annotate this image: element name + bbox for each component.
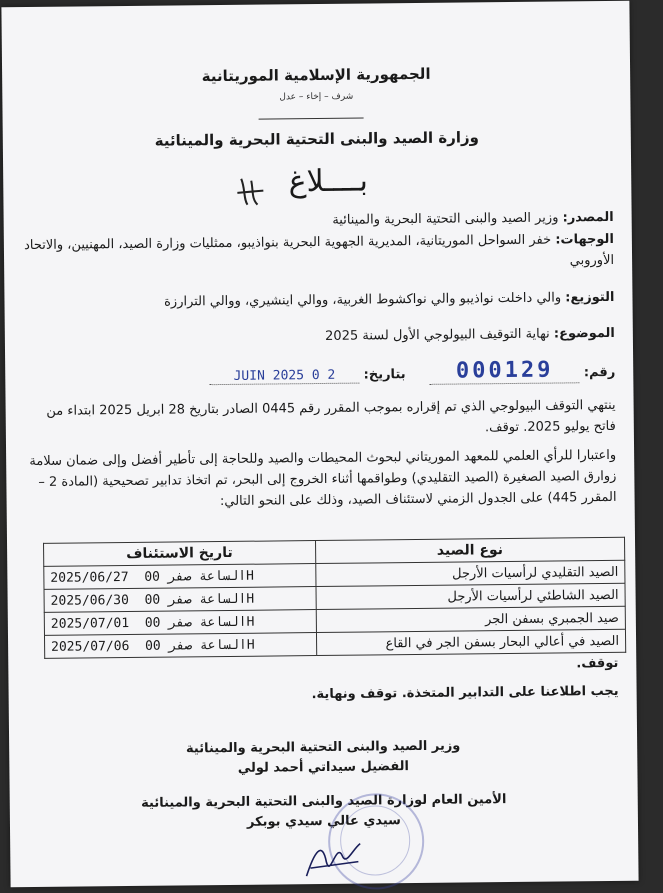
handwritten-mark-icon [233, 174, 273, 208]
reference-row [23, 357, 615, 397]
source-label: المصدر: [562, 209, 614, 226]
fishing-type-cell: صيد الجمبري بسفن الجر [316, 606, 626, 632]
secretary-general-name: سيدي عالي سيدي بوبكر [246, 813, 402, 830]
after-table-stop: توقف. [576, 655, 619, 672]
reference-number-field [430, 357, 580, 385]
subject-value: نهاية التوقيف البيولوجي الأول لسنة 2025 [325, 326, 550, 344]
subject-line [23, 323, 615, 350]
header-resumption-date: تاريخ الاستئناف [44, 541, 316, 567]
resumption-schedule-table [43, 537, 626, 659]
resumption-date-cell: 2025/06/27 الساعة صفر 00H [44, 564, 316, 590]
resumption-date-cell: 2025/07/01 الساعة صفر 00H [44, 610, 316, 636]
signature-scribble-icon [300, 831, 371, 882]
recipients-label: الوجهات: [555, 231, 614, 248]
reference-number-label: رقم: [583, 364, 616, 381]
document-page [1, 1, 638, 888]
body-paragraph-2: واعتبارا للرأي العلمي للمعهد الموريتاني لبحوث المحيطات والصيد وللحاجة إلى تأطير أفضل وإلى ضمان سلامة زوارق الصيد الصغيرة (الصيد التقليدي) وطواقمها أثناء الخروج إلى البحر، تم اتخاذ تدابير تصحيحية (المادة 2 – المقرر 445) على الجدول الزمني لاستئناف الصيد، وذلك على النحو التالي: [29, 447, 617, 510]
closing-line: يجب اطلاعنا على التدابير المتخذة. توقف ونهاية. [311, 683, 619, 703]
republic-name: الجمهورية الإسلامية الموريتانية [201, 64, 431, 86]
reference-date-label: بتاريخ: [363, 367, 406, 383]
fishing-type-cell: الصيد التقليدي لرأسيات الأرجل [315, 560, 625, 586]
reference-number: 000129 [455, 357, 554, 384]
reference-date: 2 0 JUIN 2025 [233, 367, 336, 384]
minister-title: وزير الصيد والبنى التحتية البحرية والمينائية [185, 738, 461, 757]
resumption-date-cell: 2025/06/30 الساعة صفر 00H [44, 587, 316, 613]
secretary-general-title: الأمين العام لوزارة الصيد والبنى التحتية البحرية والمينائية [141, 792, 507, 811]
national-motto: شرف – إخاء – عدل [279, 91, 354, 103]
fishing-type-cell: الصيد الشاطئي لرأسيات الأرجل [316, 583, 626, 609]
ministry-name: وزارة الصيد والبنى التحتية البحرية والمينائية [154, 128, 480, 150]
body-paragraph-1: ينتهي التوقف البيولوجي الذي تم إقراره بموجب المقرر رقم 0445 الصادر بتاريخ 28 ابريل 2025 ابتداء من فاتح يوليو 2025. توقف. [46, 397, 616, 436]
header-divider [259, 118, 364, 120]
recipients-value: خفر السواحل الموريتانية، المديرية الجهوية البحرية بنواذيبو، ممثليات وزارة الصيد، المهنيين، والاتحاد الأوروبي [23, 232, 615, 269]
minister-name: الفضيل سيداتي أحمد لولي [237, 759, 410, 776]
fishing-type-cell: الصيد في أعالي البحار بسفن الجر في القاع [316, 629, 626, 655]
reference-date-field [209, 368, 359, 386]
distribution-label: التوزيع: [565, 289, 615, 306]
distribution-value: والي داخلت نواذيبو والي نواكشوط الغربية، ووالي اينشيري، ووالي الترارزة [163, 290, 562, 310]
resumption-date-cell: 2025/07/06 الساعة صفر 00H [44, 633, 316, 659]
source-value: وزير الصيد والبنى التحتية البحرية والمينائية [332, 210, 559, 228]
document-title: بــــلاغ [288, 163, 369, 200]
subject-label: الموضوع: [553, 325, 615, 342]
header-fishing-type: نوع الصيد [315, 537, 625, 563]
distribution-line [22, 287, 614, 314]
recipients-line [22, 229, 614, 277]
